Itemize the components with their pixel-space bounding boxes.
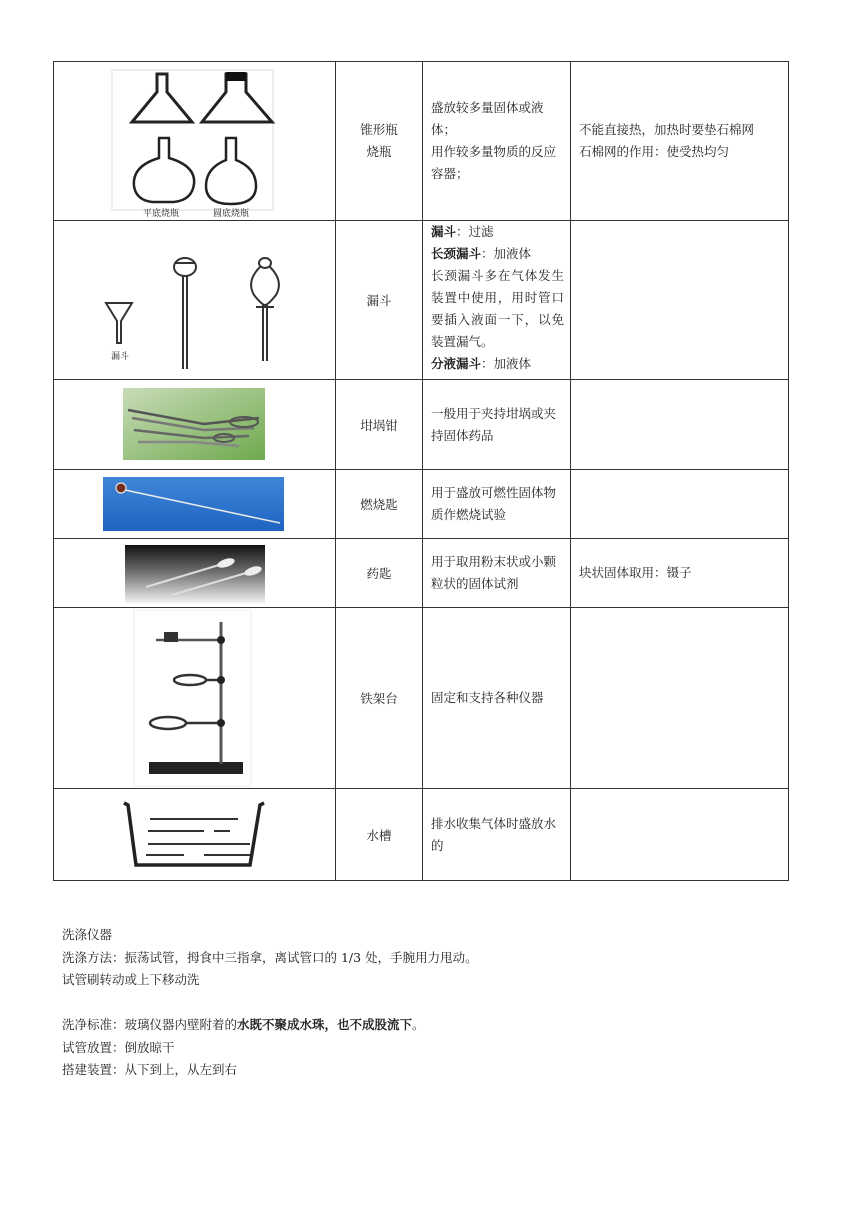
name-cell: 水槽 (336, 789, 423, 881)
flat-flask-caption: 平底烧瓶 (142, 209, 180, 219)
long-funnel-text: ：加液体 (481, 246, 532, 261)
table-row (54, 470, 789, 539)
notes-setup: 搭建装置：从下到上，从左到右 (62, 1062, 238, 1077)
table-row (54, 62, 789, 221)
table-row (54, 380, 789, 470)
name-line-flask: 烧瓶 (366, 144, 392, 159)
washing-notes (62, 924, 478, 1082)
note-cell (571, 62, 789, 221)
name-cell: 铁架台 (336, 608, 423, 789)
note-cell (571, 221, 789, 380)
flask-illustration (54, 62, 335, 220)
medicine-spoon-image-cell (54, 539, 336, 608)
use-cell: 一般用于夹持坩埚或夹持固体药品 (423, 380, 571, 470)
sep-funnel-text: ：加液体 (481, 356, 532, 371)
long-funnel-detail: 长颈漏斗多在气体发生装置中使用，用时管口要插入液面一下，以免装置漏气。 (431, 268, 564, 349)
notes-standard-bold: 水既不聚成水珠，也不成股流下 (237, 1017, 413, 1032)
note-cell (571, 608, 789, 789)
notes-method: 洗涤方法：振荡试管，拇食中三指拿，离试管口的 1/3 处，手腕用力甩动。 (62, 949, 478, 965)
table-row (54, 789, 789, 881)
note-cell (571, 789, 789, 881)
long-funnel-label: 长颈漏斗 (431, 246, 482, 261)
name-cell: 坩埚钳 (336, 380, 423, 470)
use-cell: 固定和支持各种仪器 (423, 608, 571, 789)
use-cell: 用于盛放可燃性固体物质作燃烧试验 (423, 470, 571, 539)
iron-stand-image-cell (54, 608, 336, 789)
name-cell: 药匙 (336, 539, 423, 608)
use-line: 用作较多量物质的反应容器； (431, 144, 557, 181)
flask-images-cell (54, 62, 336, 221)
round-flask-caption: 圆底烧瓶 (212, 209, 250, 219)
name-cell: 燃烧匙 (336, 470, 423, 539)
funnel-images-cell (54, 221, 336, 380)
apparatus-table (53, 61, 789, 881)
name-line-conical: 锥形瓶 (360, 122, 398, 137)
use-cell (423, 62, 571, 221)
combustion-spoon-photo (54, 470, 335, 538)
medicine-spoon-photo (54, 539, 335, 607)
combustion-spoon-image-cell (54, 470, 336, 539)
note-cell (571, 470, 789, 539)
water-trough-illustration (54, 789, 335, 880)
tongs-image-cell (54, 380, 336, 470)
sep-funnel-label: 分液漏斗 (431, 356, 482, 371)
note-cell: 块状固体取用：镊子 (571, 539, 789, 608)
note-cell (571, 380, 789, 470)
use-line: 盛放较多量固体或液体； (431, 100, 544, 137)
notes-placement: 试管放置：倒放晾干 (62, 1039, 175, 1055)
table-row (54, 608, 789, 789)
use-cell: 排水收集气体时盛放水的 (423, 789, 571, 881)
note-text: 不能直接热，加热时要垫石棉网 石棉网的作用：使受热均匀 (579, 122, 755, 159)
name-cell (336, 62, 423, 221)
notes-title: 洗涤仪器 (62, 927, 113, 942)
funnel-text: ：过滤 (456, 224, 494, 239)
crucible-tongs-photo (54, 380, 335, 469)
use-cell: 用于取用粉末状或小颗粒状的固体试剂 (423, 539, 571, 608)
notes-brush: 试管刷转动或上下移动洗 (62, 972, 200, 987)
trough-image-cell (54, 789, 336, 881)
use-cell (423, 221, 571, 380)
name-cell: 漏斗 (336, 221, 423, 380)
table-row (54, 221, 789, 380)
notes-standard: 洗净标准：玻璃仪器内壁附着的水既不聚成水珠，也不成股流下。 (62, 1017, 425, 1032)
funnel-caption: 漏斗 (110, 352, 130, 362)
table-row (54, 539, 789, 608)
funnel-illustration (54, 221, 335, 379)
iron-stand-illustration (54, 608, 335, 788)
funnel-label: 漏斗 (431, 224, 457, 239)
